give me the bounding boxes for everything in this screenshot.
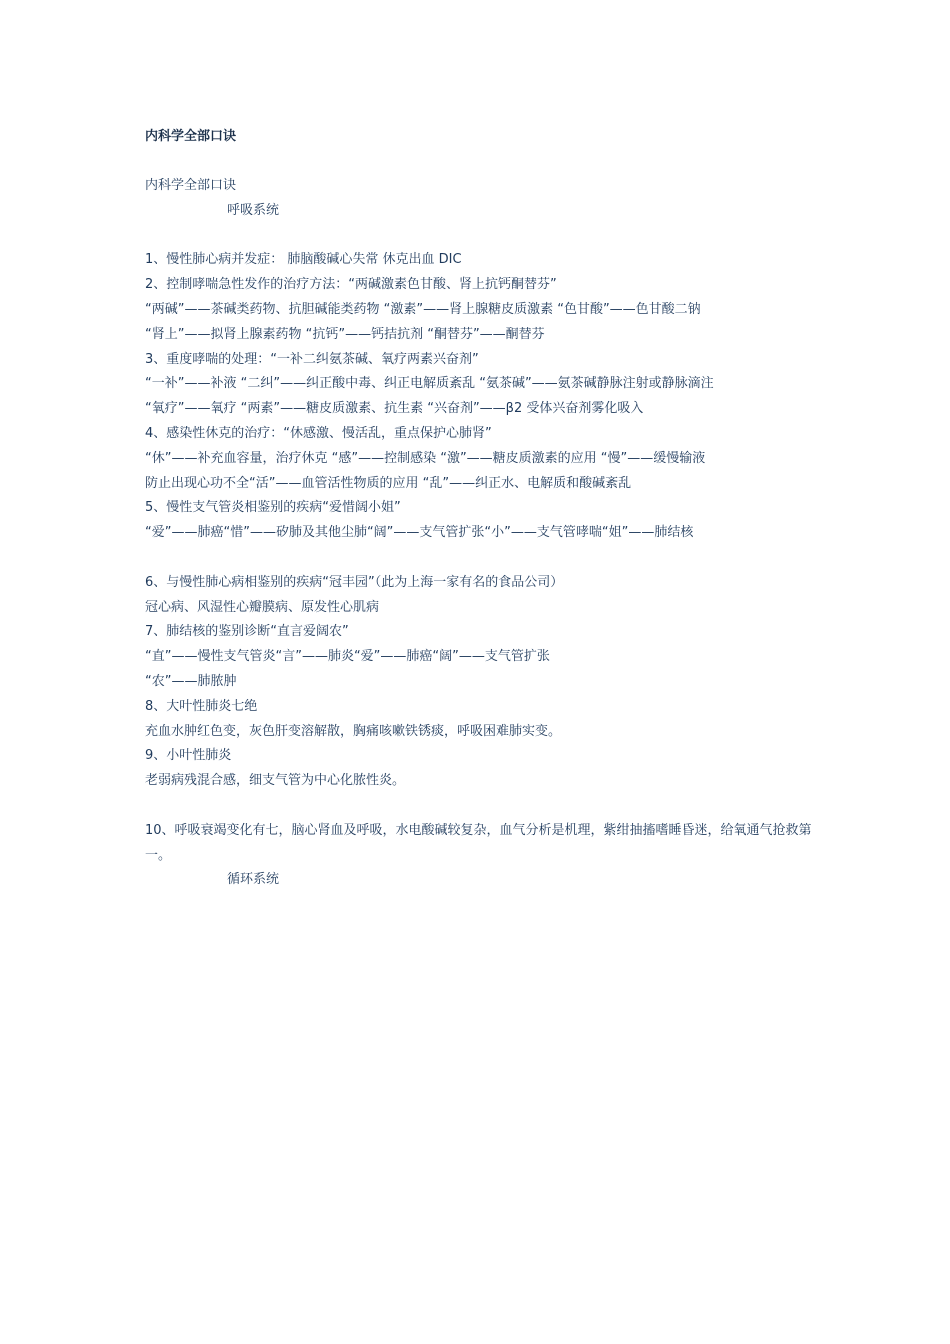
spacer [145, 224, 815, 249]
text-line: 6、与慢性肺心病相鉴别的疾病“冠丰园”（此为上海一家有名的食品公司） [145, 574, 564, 590]
text-line: 3、重度哮喘的处理：“一补二纠氨茶碱、氧疗两素兴奋剂” [145, 351, 479, 367]
spacer [145, 546, 815, 571]
spacer [145, 794, 815, 819]
text-line: 9、小叶性肺炎 [145, 748, 232, 764]
section-heading-circulatory: 循环系统 [227, 872, 280, 888]
spacer [145, 149, 815, 174]
text-line: “一补”——补液 “二纠”——纠正酸中毒、纠正电解质紊乱 “氨茶碱”——氨茶碱静脉注射或静脉滴注 [145, 376, 714, 392]
text-paragraph: 10、呼吸衰竭变化有七，脑心肾血及呼吸，水电酸碱较复杂，血气分析是机理，紫绀抽搐嗜睡昏迷，给氧通气抢救第一。 [145, 822, 812, 863]
text-line: “休”——补充血容量，治疗休克 “感”——控制感染 “激”——糖皮质激素的应用 “慢”——缓慢输液 [145, 450, 706, 466]
text-line: “两碱”——茶碱类药物、抗胆碱能类药物 “激素”——肾上腺糖皮质激素 “色甘酸”——色甘酸二钠 [145, 301, 701, 317]
text-line: 冠心病、风湿性心瓣膜病、原发性心肌病 [145, 599, 380, 615]
text-line: “农”——肺脓肿 [145, 673, 237, 689]
text-paragraph: “爱”——肺癌“惜”——矽肺及其他尘肺“阔”——支气管扩张“小”——支气管哮喘“姐”——肺结核 [145, 525, 694, 541]
text-line: 7、肺结核的鉴别诊断“直言爱阔农” [145, 624, 349, 640]
text-line: 5、慢性支气管炎相鉴别的疾病“爱惜阔小姐” [145, 500, 401, 516]
document-subtitle: 内科学全部口诀 [145, 178, 237, 193]
text-line: 1、慢性肺心病并发症： 肺脑酸碱心失常 休克出血 DIC [145, 252, 462, 268]
text-line: “直”——慢性支气管炎“言”——肺炎“爱”——肺癌“阔”——支气管扩张 [145, 649, 550, 665]
document-title: 内科学全部口诀 [145, 129, 237, 144]
text-line: 防止出现心功不全“活”——血管活性物质的应用 “乱”——纠正水、电解质和酸碱紊乱 [145, 475, 632, 491]
text-line: 4、感染性休克的治疗：“休感激、慢活乱，重点保护心肺肾” [145, 425, 492, 441]
text-line: “氧疗”——氧疗 “两素”——糖皮质激素、抗生素 “兴奋剂”——β2 受体兴奋剂雾化吸入 [145, 401, 644, 417]
text-line: 充血水肿红色变，灰色肝变溶解散，胸痛咳嗽铁锈痰，呼吸困难肺实变。 [145, 723, 562, 739]
document-page [145, 125, 815, 893]
section-heading-respiratory: 呼吸系统 [227, 202, 280, 218]
text-line: 老弱病残混合感，细支气管为中心化脓性炎。 [145, 773, 406, 789]
text-line: 8、大叶性肺炎七绝 [145, 698, 258, 714]
text-line: 2、控制哮喘急性发作的治疗方法：“两碱激素色甘酸、肾上抗钙酮替芬” [145, 277, 557, 293]
text-line: “肾上”——拟肾上腺素药物 “抗钙”——钙拮抗剂 “酮替芬”——酮替芬 [145, 326, 545, 342]
